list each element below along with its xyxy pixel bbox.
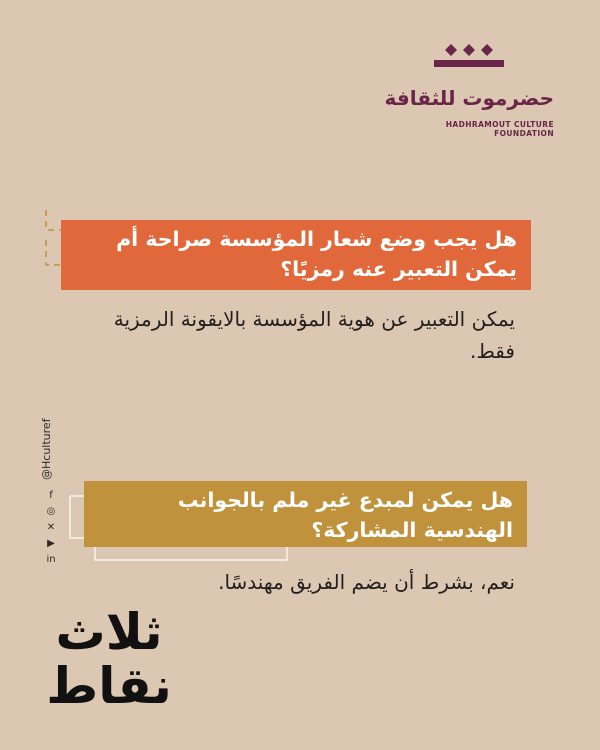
instagram-icon: ◎ bbox=[46, 506, 56, 517]
youtube-icon: ▶ bbox=[47, 538, 55, 549]
facebook-icon: f bbox=[49, 490, 53, 501]
question-1-text: هل يجب وضع شعار المؤسسة صراحة أم يمكن التعبير عنه رمزيًا؟ bbox=[116, 227, 517, 281]
question-1-box bbox=[61, 220, 531, 290]
logo-arabic-name: حضرموت للثقافة bbox=[384, 86, 554, 110]
brand-line-2: نقاط bbox=[46, 657, 172, 715]
brand-mark bbox=[34, 605, 184, 713]
x-icon: ✕ bbox=[46, 522, 56, 533]
answer-2-text: نعم، بشرط أن يضم الفريق مهندسًا. bbox=[218, 570, 515, 594]
logo-mark-icon bbox=[424, 40, 514, 76]
linkedin-icon: in bbox=[46, 554, 56, 565]
question-2-box bbox=[84, 481, 527, 547]
foundation-logo bbox=[384, 40, 554, 138]
social-handle: @Hculturef bbox=[40, 418, 53, 480]
brand-line-1: ثلاث bbox=[55, 603, 163, 661]
question-2-text: هل يمكن لمبدع غير ملم بالجوانب الهندسية المشاركة؟ bbox=[177, 488, 513, 542]
social-icons bbox=[44, 490, 58, 566]
answer-1-text: يمكن التعبير عن هوية المؤسسة بالايقونة الرمزية فقط. bbox=[113, 307, 515, 363]
logo-english-name: HADHRAMOUT CULTURE FOUNDATION bbox=[445, 120, 554, 138]
